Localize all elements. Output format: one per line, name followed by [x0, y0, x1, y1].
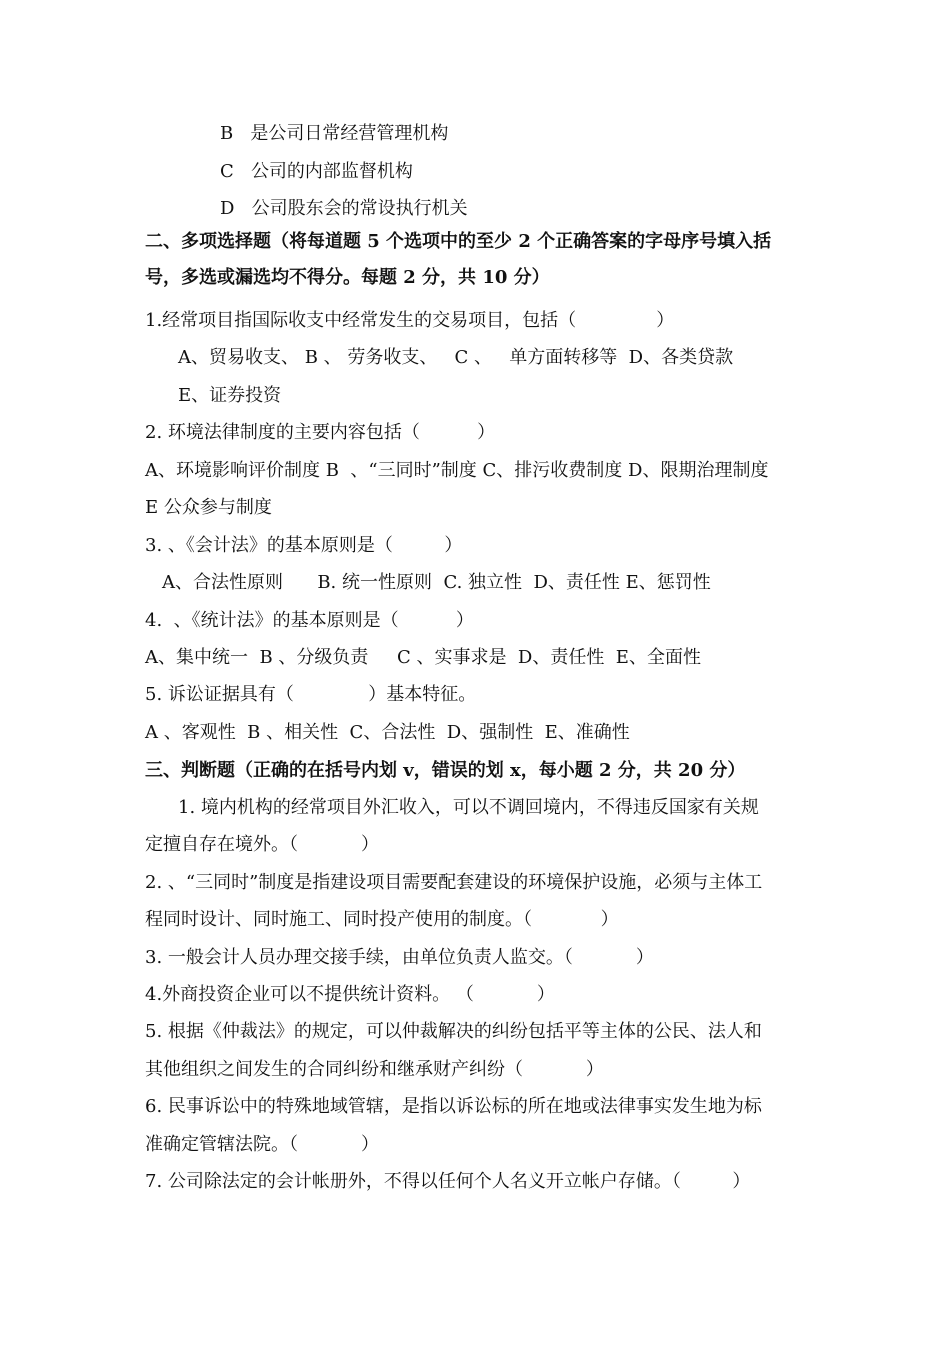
tf-question-1-line1: 1. 境内机构的经常项目外汇收入，可以不调回境内，不得违反国家有关规	[178, 797, 759, 818]
mc-question-1-options-cont: E、证券投资	[178, 385, 282, 406]
prev-option-c: C 公司的内部监督机构	[220, 161, 413, 182]
tf-question-6-line2: 准确定管辖法院。（ ）	[145, 1134, 379, 1155]
tf-question-4: 4.外商投资企业可以不提供统计资料。 （ ）	[145, 984, 555, 1005]
mc-question-5-stem: 5. 诉讼证据具有（ ）基本特征。	[145, 684, 477, 705]
mc-question-4-options: A、集中统一 B 、分级负责 C 、实事求是 D、责任性 E、全面性	[145, 647, 701, 668]
mc-question-3-stem: 3. 、《会计法》的基本原则是（ ）	[145, 535, 463, 556]
tf-question-3: 3. 一般会计人员办理交接手续，由单位负责人监交。（ ）	[145, 947, 654, 968]
mc-question-1-stem: 1.经常项目指国际收支中经常发生的交易项目，包括（ ）	[145, 310, 675, 331]
prev-option-d: D 公司股东会的常设执行机关	[220, 198, 468, 219]
tf-question-5-line2: 其他组织之间发生的合同纠纷和继承财产纠纷（ ）	[145, 1059, 604, 1080]
mc-question-1-options: A、贸易收支、 B 、 劳务收支、 C 、 单方面转移等 D、各类贷款	[178, 347, 734, 368]
section3-heading: 三、判断题（正确的在括号内划 v，错误的划 x，每小题 2 分，共 20 分）	[145, 760, 746, 781]
prev-option-b: B 是公司日常经营管理机构	[220, 123, 449, 144]
mc-question-2-options: A、环境影响评价制度 B 、“三同时”制度 C、排污收费制度 D、限期治理制度	[145, 460, 769, 481]
mc-question-3-options: A、合法性原则 B. 统一性原则 C. 独立性 D、责任性 E、惩罚性	[162, 572, 711, 593]
section2-heading-line2: 号，多选或漏选均不得分。每题 2 分，共 10 分）	[145, 267, 550, 288]
mc-question-2-options-cont: E 公众参与制度	[145, 497, 272, 518]
tf-question-7: 7. 公司除法定的会计帐册外，不得以任何个人名义开立帐户存储。（ ）	[145, 1171, 751, 1192]
mc-question-2-stem: 2. 环境法律制度的主要内容包括（ ）	[145, 422, 496, 443]
tf-question-2-line2: 程同时设计、同时施工、同时投产使用的制度。（ ）	[145, 909, 619, 930]
mc-question-4-stem: 4. 、《统计法》的基本原则是（ ）	[145, 610, 474, 631]
tf-question-1-line2: 定擅自存在境外。（ ）	[145, 834, 379, 855]
tf-question-2-line1: 2. 、“三同时”制度是指建设项目需要配套建设的环境保护设施，必须与主体工	[145, 872, 763, 893]
tf-question-6-line1: 6. 民事诉讼中的特殊地域管辖，是指以诉讼标的所在地或法律事实发生地为标	[145, 1096, 762, 1117]
tf-question-5-line1: 5. 根据《仲裁法》的规定，可以仲裁解决的纠纷包括平等主体的公民、法人和	[145, 1021, 762, 1042]
section2-heading-line1: 二、多项选择题（将每道题 5 个选项中的至少 2 个正确答案的字母序号填入括	[145, 231, 772, 252]
mc-question-5-options: A 、客观性 B 、相关性 C、合法性 D、强制性 E、准确性	[145, 722, 630, 743]
